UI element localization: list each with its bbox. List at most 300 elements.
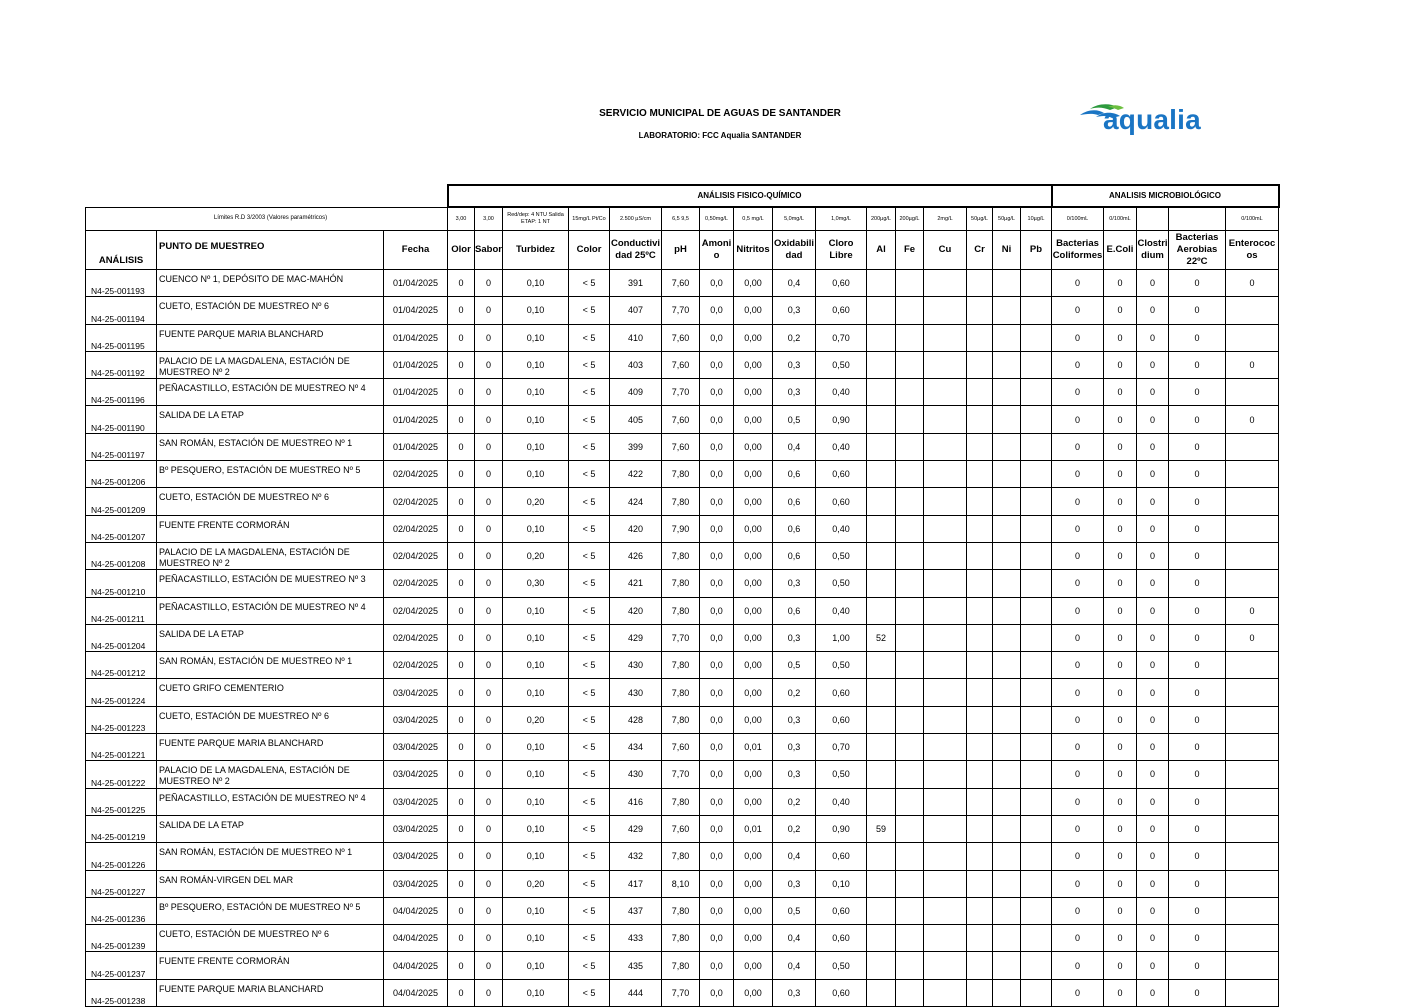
table-cell <box>896 515 924 542</box>
table-cell: 0,6 <box>773 461 816 488</box>
table-cell <box>896 870 924 897</box>
table-cell: < 5 <box>569 788 610 815</box>
table-cell <box>896 979 924 1006</box>
table-cell: 0 <box>448 679 475 706</box>
table-cell: 0,2 <box>773 788 816 815</box>
table-cell <box>924 351 967 378</box>
table-cell: 0 <box>1169 406 1226 433</box>
section-fisico-quimico: ANÁLISIS FISICO-QUÍMICO <box>448 185 1052 207</box>
table-cell <box>1226 734 1279 761</box>
table-cell: < 5 <box>569 515 610 542</box>
table-cell: 0 <box>1104 788 1137 815</box>
table-cell: 04/04/2025 <box>384 952 448 979</box>
table-cell: 01/04/2025 <box>384 406 448 433</box>
table-row <box>86 897 1279 924</box>
table-cell: 405 <box>610 406 662 433</box>
table-cell: 0 <box>475 406 503 433</box>
table-cell <box>896 379 924 406</box>
table-cell: 02/04/2025 <box>384 652 448 679</box>
analysis-id: N4-25-001194 <box>86 297 157 324</box>
analysis-id: N4-25-001210 <box>86 570 157 597</box>
table-cell: 0,10 <box>503 624 569 651</box>
report-subtitle: LABORATORIO: FCC Aqualia SANTANDER <box>638 131 802 140</box>
table-cell: 0 <box>475 297 503 324</box>
table-cell: 0 <box>475 624 503 651</box>
table-cell <box>967 761 993 788</box>
table-cell: 0,0 <box>700 488 734 515</box>
table-cell: 0,10 <box>503 679 569 706</box>
table-cell: 0 <box>448 379 475 406</box>
table-cell <box>867 270 896 297</box>
table-cell: 0 <box>475 734 503 761</box>
table-row <box>86 679 1279 706</box>
table-row <box>86 570 1279 597</box>
sampling-point: CUETO, ESTACIÓN DE MUESTREO Nº 6 <box>157 297 384 324</box>
table-row <box>86 461 1279 488</box>
table-cell <box>867 979 896 1006</box>
table-cell: 0 <box>475 488 503 515</box>
table-cell: 0 <box>1137 433 1169 460</box>
table-cell: 0 <box>1169 324 1226 351</box>
table-cell: 0,00 <box>734 624 773 651</box>
table-cell: 0 <box>1169 897 1226 924</box>
table-cell: 0,0 <box>700 351 734 378</box>
table-cell: 0 <box>1052 351 1104 378</box>
table-cell: 02/04/2025 <box>384 597 448 624</box>
table-cell: 0 <box>1137 652 1169 679</box>
sampling-point: SALIDA DE LA ETAP <box>157 624 384 651</box>
table-cell: 0 <box>1169 652 1226 679</box>
table-cell <box>1021 652 1052 679</box>
table-cell <box>993 488 1021 515</box>
table-cell: 0,00 <box>734 761 773 788</box>
table-cell: 0,0 <box>700 270 734 297</box>
analysis-id: N4-25-001208 <box>86 542 157 569</box>
table-cell <box>993 461 1021 488</box>
column-header: Enterococos <box>1226 231 1279 270</box>
column-header: Fe <box>896 231 924 270</box>
table-cell <box>1021 815 1052 842</box>
table-cell: 0 <box>1169 379 1226 406</box>
table-cell: 0 <box>448 297 475 324</box>
table-cell: 0,60 <box>816 897 867 924</box>
table-cell <box>993 297 1021 324</box>
table-cell: 0 <box>448 843 475 870</box>
sampling-point: FUENTE PARQUE MARIA BLANCHARD <box>157 979 384 1006</box>
table-cell <box>1021 788 1052 815</box>
limit-cell: 1,0mg/L <box>816 207 867 231</box>
table-cell <box>1226 488 1279 515</box>
table-cell: 0 <box>448 515 475 542</box>
table-cell: 0 <box>1052 679 1104 706</box>
table-cell: 0,60 <box>816 679 867 706</box>
table-cell: 0,00 <box>734 679 773 706</box>
analysis-id: N4-25-001221 <box>86 734 157 761</box>
table-cell <box>967 297 993 324</box>
table-cell: 0,00 <box>734 870 773 897</box>
table-cell: 0,0 <box>700 788 734 815</box>
analysis-id: N4-25-001236 <box>86 897 157 924</box>
table-cell <box>1226 679 1279 706</box>
table-cell: 422 <box>610 461 662 488</box>
table-row <box>86 788 1279 815</box>
table-cell: 0,10 <box>503 379 569 406</box>
table-cell <box>896 652 924 679</box>
table-cell: 0 <box>475 897 503 924</box>
table-cell <box>924 788 967 815</box>
column-header: Bacterias Aerobias 22ºC <box>1169 231 1226 270</box>
table-cell: 7,60 <box>662 734 700 761</box>
column-header: Fecha <box>384 231 448 270</box>
table-cell <box>967 515 993 542</box>
table-cell <box>924 925 967 952</box>
table-cell <box>1021 761 1052 788</box>
table-cell: 04/04/2025 <box>384 979 448 1006</box>
blank-cell <box>86 185 448 207</box>
table-cell: 0 <box>1169 515 1226 542</box>
column-header: pH <box>662 231 700 270</box>
table-cell <box>967 270 993 297</box>
table-cell <box>993 761 1021 788</box>
table-cell: 430 <box>610 652 662 679</box>
sampling-point: SALIDA DE LA ETAP <box>157 406 384 433</box>
table-cell: 0,60 <box>816 706 867 733</box>
table-cell: 429 <box>610 624 662 651</box>
table-cell: 0,3 <box>773 979 816 1006</box>
table-cell: 434 <box>610 734 662 761</box>
table-cell: 0 <box>1104 406 1137 433</box>
table-cell: 428 <box>610 706 662 733</box>
table-cell: 0 <box>1104 488 1137 515</box>
table-cell: 0,4 <box>773 925 816 952</box>
table-cell <box>896 706 924 733</box>
table-cell <box>1021 679 1052 706</box>
table-cell: 0,90 <box>816 406 867 433</box>
table-cell: 0 <box>1104 652 1137 679</box>
table-cell <box>896 679 924 706</box>
table-cell: 0,00 <box>734 788 773 815</box>
table-cell: 0,50 <box>816 761 867 788</box>
table-cell: < 5 <box>569 870 610 897</box>
table-cell: 0,40 <box>816 597 867 624</box>
table-cell: 0,10 <box>503 515 569 542</box>
table-cell: 0 <box>475 515 503 542</box>
table-cell: 0 <box>475 433 503 460</box>
table-cell: 7,70 <box>662 297 700 324</box>
table-cell: 03/04/2025 <box>384 679 448 706</box>
sampling-point: FUENTE PARQUE MARIA BLANCHARD <box>157 324 384 351</box>
table-cell: 0,10 <box>503 433 569 460</box>
table-cell <box>967 815 993 842</box>
table-cell: 03/04/2025 <box>384 734 448 761</box>
table-cell <box>867 379 896 406</box>
table-cell: 0,10 <box>503 952 569 979</box>
table-cell: 0,0 <box>700 379 734 406</box>
table-cell: 0 <box>1052 570 1104 597</box>
table-cell: 01/04/2025 <box>384 324 448 351</box>
table-cell <box>867 406 896 433</box>
limits-row <box>86 207 1279 231</box>
table-cell: 0 <box>475 542 503 569</box>
table-cell: 437 <box>610 897 662 924</box>
table-cell <box>924 515 967 542</box>
table-cell <box>1021 515 1052 542</box>
table-cell: 0,60 <box>816 925 867 952</box>
table-cell: 0 <box>1104 515 1137 542</box>
table-cell <box>1021 433 1052 460</box>
table-cell: 391 <box>610 270 662 297</box>
table-cell: 0,10 <box>503 461 569 488</box>
table-cell <box>1226 761 1279 788</box>
table-cell: 0 <box>1169 542 1226 569</box>
table-cell <box>867 488 896 515</box>
table-cell <box>924 270 967 297</box>
table-cell: < 5 <box>569 570 610 597</box>
table-cell: 7,90 <box>662 515 700 542</box>
table-cell: 0,00 <box>734 270 773 297</box>
limit-cell <box>1137 207 1169 231</box>
table-cell: < 5 <box>569 597 610 624</box>
table-cell: 0 <box>475 979 503 1006</box>
table-cell <box>993 788 1021 815</box>
table-cell <box>1226 815 1279 842</box>
sampling-point: PALACIO DE LA MAGDALENA, ESTACIÓN DE MUESTREO Nº 2 <box>157 351 384 378</box>
table-cell <box>967 570 993 597</box>
table-cell: 0 <box>1104 761 1137 788</box>
table-cell: 0 <box>1052 488 1104 515</box>
table-cell: 0 <box>448 488 475 515</box>
limit-cell: 0,50mg/L <box>700 207 734 231</box>
table-cell: < 5 <box>569 324 610 351</box>
table-cell: 0,6 <box>773 597 816 624</box>
table-cell <box>993 406 1021 433</box>
table-cell: 52 <box>867 624 896 651</box>
table-cell <box>967 897 993 924</box>
table-cell <box>924 406 967 433</box>
table-cell <box>924 952 967 979</box>
table-cell: 7,60 <box>662 815 700 842</box>
table-cell: 0,0 <box>700 734 734 761</box>
table-cell: 0 <box>1226 351 1279 378</box>
table-cell: 0,00 <box>734 706 773 733</box>
table-cell <box>867 843 896 870</box>
table-cell: 0,5 <box>773 897 816 924</box>
table-cell: 0 <box>448 461 475 488</box>
table-cell: 01/04/2025 <box>384 270 448 297</box>
limit-cell: 10µg/L <box>1021 207 1052 231</box>
table-cell <box>867 433 896 460</box>
table-cell: 0 <box>1137 324 1169 351</box>
table-cell <box>967 542 993 569</box>
table-cell: 0 <box>475 870 503 897</box>
analysis-id: N4-25-001223 <box>86 706 157 733</box>
table-cell: 0,50 <box>816 952 867 979</box>
table-cell: 0 <box>1104 433 1137 460</box>
table-cell: 0,40 <box>816 788 867 815</box>
table-cell: 0,00 <box>734 925 773 952</box>
table-cell <box>1226 952 1279 979</box>
table-cell: 7,80 <box>662 488 700 515</box>
table-row <box>86 406 1279 433</box>
table-cell <box>924 652 967 679</box>
table-cell: 0,00 <box>734 979 773 1006</box>
table-cell: 0,10 <box>503 925 569 952</box>
limit-cell: 50µg/L <box>967 207 993 231</box>
table-cell <box>993 870 1021 897</box>
table-cell: < 5 <box>569 815 610 842</box>
table-cell <box>924 979 967 1006</box>
column-header: Conductividad 25ºC <box>610 231 662 270</box>
table-cell <box>993 624 1021 651</box>
table-cell: 0,5 <box>773 652 816 679</box>
analysis-id: N4-25-001204 <box>86 624 157 651</box>
analysis-id: N4-25-001239 <box>86 925 157 952</box>
table-cell: 0,10 <box>503 734 569 761</box>
table-cell: 0,60 <box>816 488 867 515</box>
table-cell: 03/04/2025 <box>384 870 448 897</box>
column-header: Nitritos <box>734 231 773 270</box>
table-cell: 0 <box>1104 843 1137 870</box>
table-cell: 0,0 <box>700 843 734 870</box>
table-row <box>86 761 1279 788</box>
table-cell <box>967 433 993 460</box>
table-cell <box>1226 788 1279 815</box>
table-cell: 0,2 <box>773 815 816 842</box>
table-cell <box>896 897 924 924</box>
table-cell <box>993 925 1021 952</box>
limit-cell: 0/100mL <box>1052 207 1104 231</box>
table-cell: 0,00 <box>734 652 773 679</box>
table-cell <box>924 843 967 870</box>
table-cell: 04/04/2025 <box>384 925 448 952</box>
table-cell: 0 <box>1137 870 1169 897</box>
limit-cell: 200µg/L <box>896 207 924 231</box>
table-cell <box>896 925 924 952</box>
table-cell: 0 <box>475 597 503 624</box>
table-cell <box>1226 433 1279 460</box>
table-cell: 0,10 <box>503 597 569 624</box>
table-cell: 0 <box>1104 270 1137 297</box>
table-cell: 0 <box>1137 624 1169 651</box>
sampling-point: FUENTE PARQUE MARIA BLANCHARD <box>157 734 384 761</box>
table-cell: 420 <box>610 597 662 624</box>
table-cell: 0,0 <box>700 925 734 952</box>
table-cell: 0 <box>1137 488 1169 515</box>
table-cell: 7,70 <box>662 624 700 651</box>
table-cell: 7,80 <box>662 542 700 569</box>
table-cell: 0,00 <box>734 570 773 597</box>
table-cell: 0,4 <box>773 270 816 297</box>
table-cell: 0 <box>1169 706 1226 733</box>
table-cell: 0,0 <box>700 624 734 651</box>
table-cell: 02/04/2025 <box>384 461 448 488</box>
table-cell <box>896 788 924 815</box>
table-cell: 7,80 <box>662 952 700 979</box>
table-cell <box>1226 652 1279 679</box>
column-header: Amonio <box>700 231 734 270</box>
table-cell: 0,3 <box>773 734 816 761</box>
table-cell: 0 <box>1137 351 1169 378</box>
column-header: ANÁLISIS <box>86 231 157 270</box>
table-cell <box>1226 379 1279 406</box>
table-row <box>86 870 1279 897</box>
table-cell <box>1021 597 1052 624</box>
table-cell: 429 <box>610 815 662 842</box>
table-cell: 0 <box>1104 734 1137 761</box>
table-cell: 0,20 <box>503 706 569 733</box>
table-cell <box>967 624 993 651</box>
table-cell: 0 <box>1137 570 1169 597</box>
table-cell: 01/04/2025 <box>384 433 448 460</box>
table-cell: < 5 <box>569 351 610 378</box>
table-cell: 0,0 <box>700 324 734 351</box>
table-row <box>86 297 1279 324</box>
limit-cell: 5,0mg/L <box>773 207 816 231</box>
table-cell: 0 <box>1104 597 1137 624</box>
table-cell: 0,00 <box>734 488 773 515</box>
table-cell: 0,5 <box>773 406 816 433</box>
table-cell <box>993 843 1021 870</box>
table-cell: 0,30 <box>503 570 569 597</box>
table-cell <box>993 815 1021 842</box>
table-cell: 0,3 <box>773 624 816 651</box>
table-cell <box>1021 843 1052 870</box>
table-cell: < 5 <box>569 461 610 488</box>
table-cell: 0,0 <box>700 515 734 542</box>
table-cell: 0 <box>1052 897 1104 924</box>
table-cell <box>896 843 924 870</box>
table-cell <box>1021 952 1052 979</box>
table-cell: 0 <box>1137 925 1169 952</box>
table-cell <box>896 406 924 433</box>
table-cell: 0 <box>448 734 475 761</box>
table-cell <box>924 542 967 569</box>
table-cell <box>967 843 993 870</box>
table-cell: 01/04/2025 <box>384 297 448 324</box>
table-cell <box>967 979 993 1006</box>
table-cell <box>924 706 967 733</box>
table-cell <box>896 324 924 351</box>
table-cell <box>1226 324 1279 351</box>
table-cell: 0 <box>1052 624 1104 651</box>
table-cell <box>867 952 896 979</box>
table-cell: 0 <box>1052 788 1104 815</box>
table-cell: 433 <box>610 925 662 952</box>
table-cell <box>896 734 924 761</box>
table-cell <box>1021 979 1052 1006</box>
table-cell <box>867 761 896 788</box>
sampling-point: CUETO GRIFO CEMENTERIO <box>157 679 384 706</box>
table-cell <box>1226 297 1279 324</box>
table-cell: 0,20 <box>503 488 569 515</box>
table-cell: 0,2 <box>773 324 816 351</box>
table-cell: 0 <box>475 761 503 788</box>
table-cell: 0,00 <box>734 952 773 979</box>
table-cell: 0 <box>1052 870 1104 897</box>
analysis-id: N4-25-001238 <box>86 979 157 1006</box>
table-cell: 0 <box>475 815 503 842</box>
table-cell: 0,3 <box>773 870 816 897</box>
table-cell: 0 <box>1137 734 1169 761</box>
table-row <box>86 433 1279 460</box>
table-cell <box>1021 297 1052 324</box>
table-cell: 0,2 <box>773 679 816 706</box>
table-cell: 0,10 <box>503 297 569 324</box>
table-cell: 0 <box>448 706 475 733</box>
limit-cell: 2.500 µS/cm <box>610 207 662 231</box>
table-cell: 0 <box>1052 433 1104 460</box>
table-cell: 0 <box>1104 815 1137 842</box>
